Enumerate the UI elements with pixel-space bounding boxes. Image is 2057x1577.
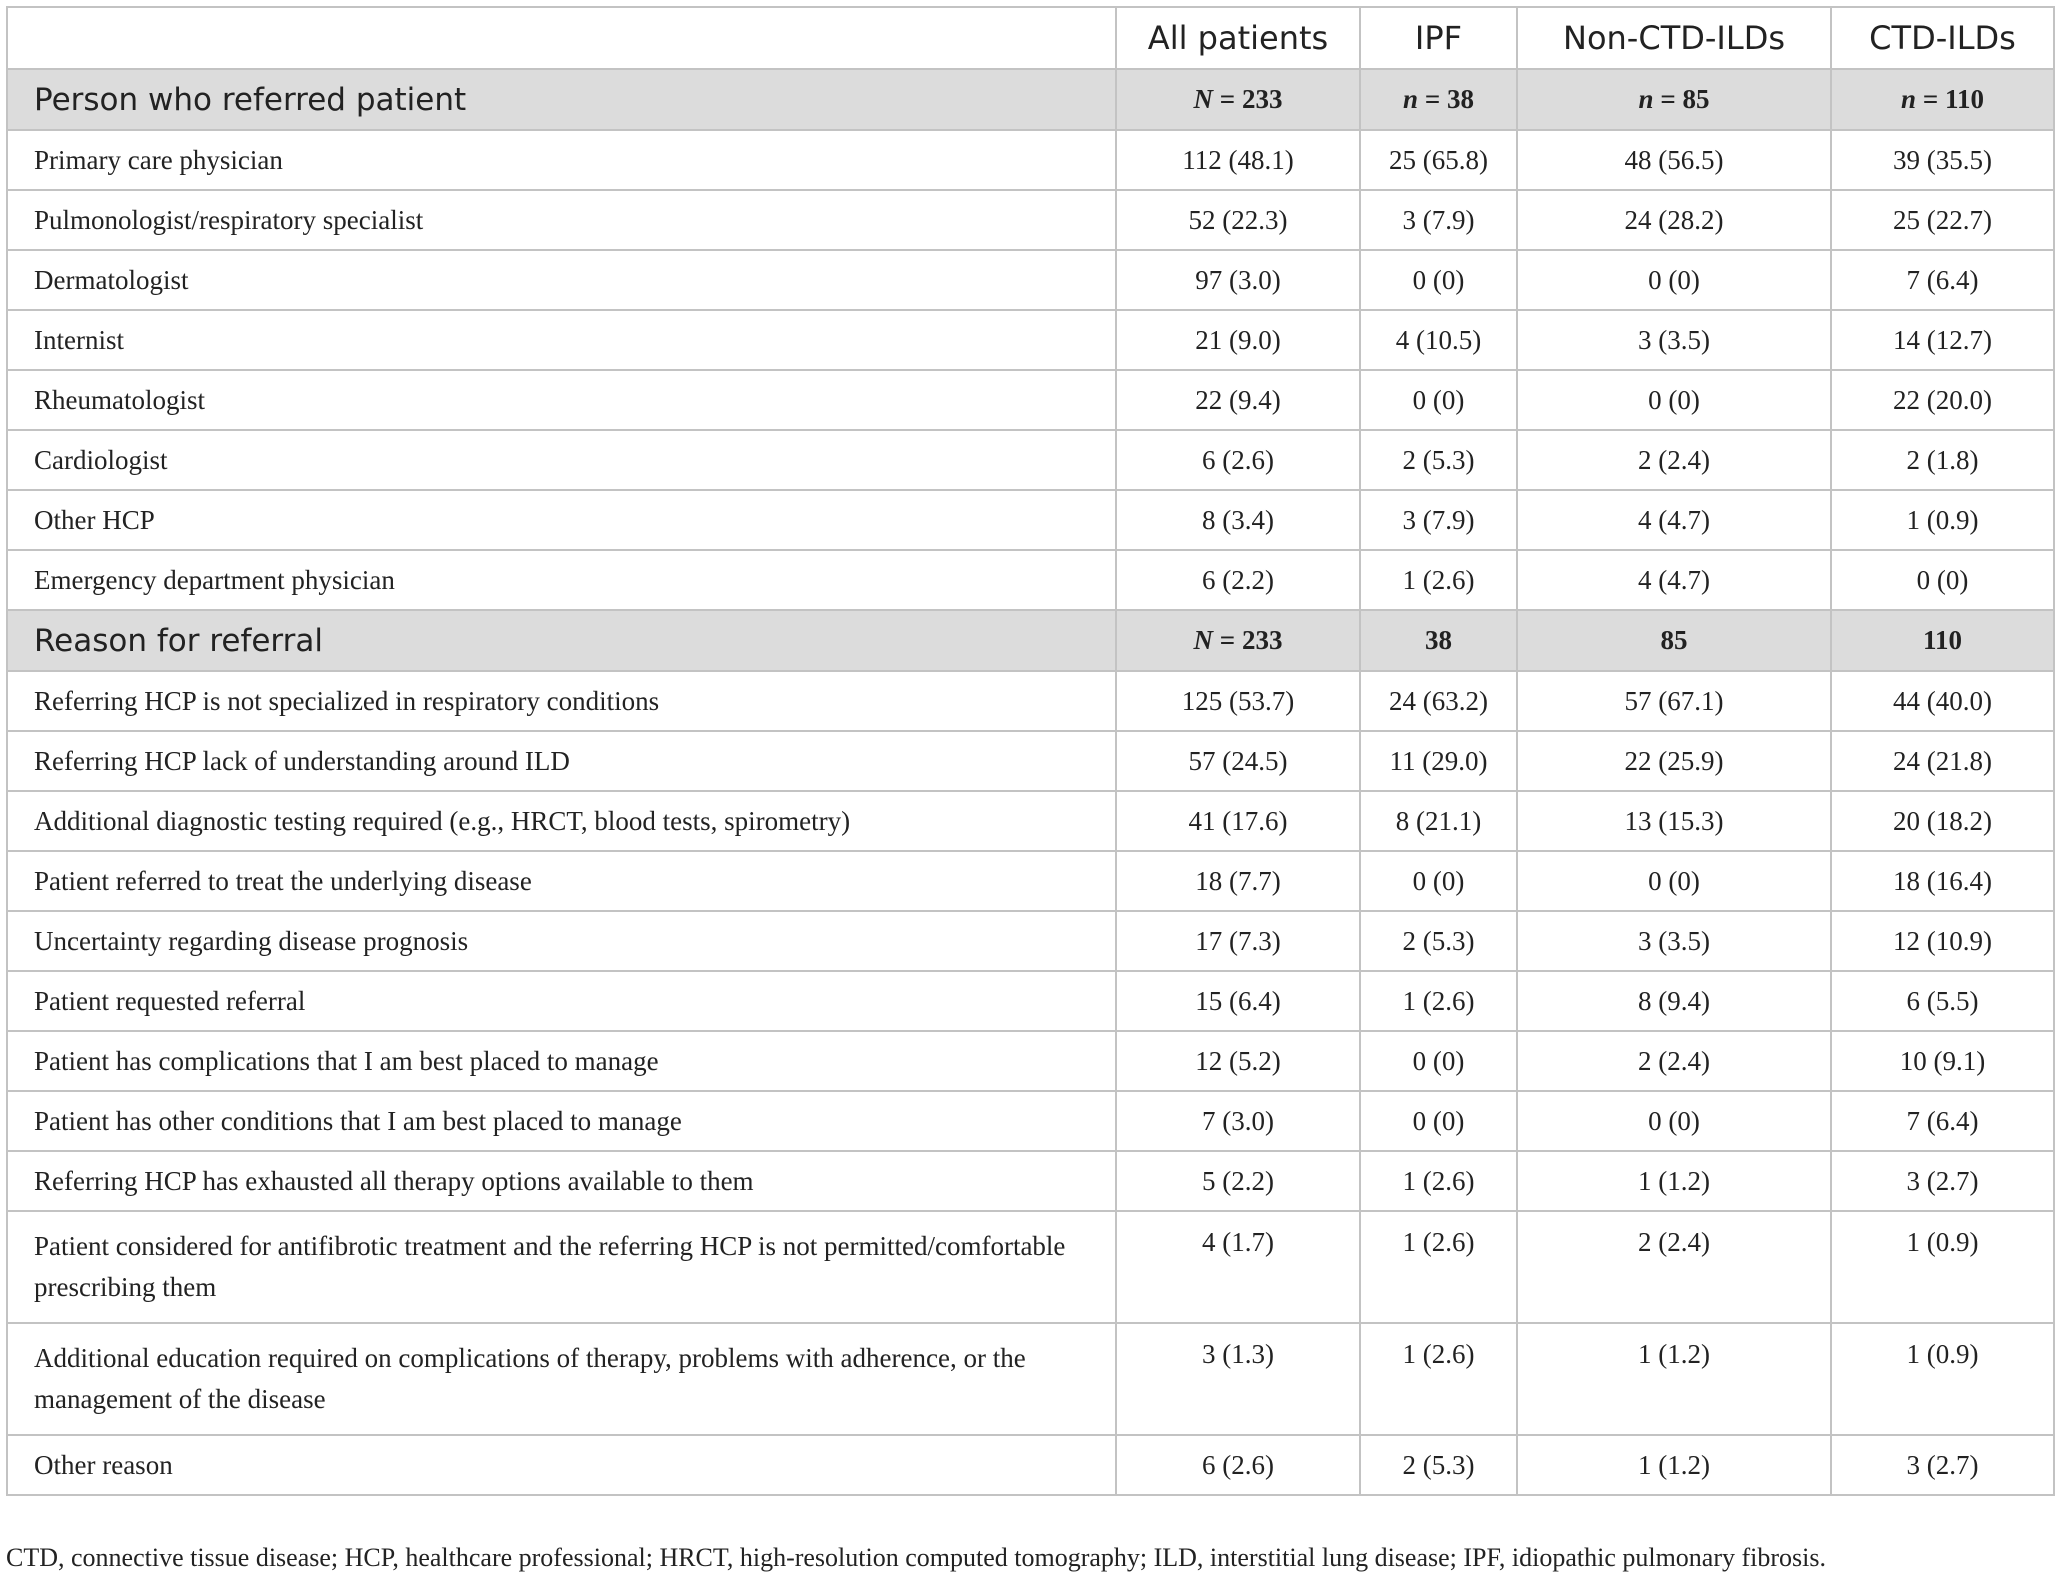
table-cell: 8 (9.4) <box>1517 971 1831 1031</box>
sample-size-prefix: n <box>1403 84 1419 114</box>
table-cell: 3 (2.7) <box>1831 1151 2054 1211</box>
table-cell: 2 (2.4) <box>1517 430 1831 490</box>
section-header-row <box>7 69 2054 130</box>
table-cell: 0 (0) <box>1517 250 1831 310</box>
table-cell: 20 (18.2) <box>1831 791 2054 851</box>
table-row <box>7 190 2054 250</box>
row-label: Primary care physician <box>7 130 1116 190</box>
table-cell: 12 (10.9) <box>1831 911 2054 971</box>
table-row <box>7 731 2054 791</box>
table-cell: 1 (1.2) <box>1517 1435 1831 1495</box>
row-label: Patient has complications that I am best placed to manage <box>7 1031 1116 1091</box>
table-cell: 21 (9.0) <box>1116 310 1360 370</box>
table-cell: 1 (0.9) <box>1831 490 2054 550</box>
row-label: Patient requested referral <box>7 971 1116 1031</box>
table-cell: 15 (6.4) <box>1116 971 1360 1031</box>
table-cell: 6 (2.6) <box>1116 430 1360 490</box>
table-body <box>7 69 2054 1495</box>
table-row <box>7 1323 2054 1435</box>
table-cell: 7 (6.4) <box>1831 250 2054 310</box>
table-cell: 1 (2.6) <box>1360 971 1517 1031</box>
table-cell: 7 (3.0) <box>1116 1091 1360 1151</box>
column-header: CTD-ILDs <box>1831 7 2054 69</box>
row-label: Uncertainty regarding disease prognosis <box>7 911 1116 971</box>
table-cell: 57 (24.5) <box>1116 731 1360 791</box>
row-label: Other HCP <box>7 490 1116 550</box>
table-row <box>7 130 2054 190</box>
section-header-row <box>7 610 2054 671</box>
table-cell: 0 (0) <box>1360 370 1517 430</box>
table-cell: 1 (2.6) <box>1360 1151 1517 1211</box>
table-cell: 1 (1.2) <box>1517 1323 1831 1435</box>
table-row <box>7 851 2054 911</box>
table-cell: 0 (0) <box>1517 1091 1831 1151</box>
table-header <box>7 7 2054 69</box>
row-label: Additional education required on complications of therapy, problems with adherence, or the management of the disease <box>7 1323 1116 1435</box>
table-cell: 1 (2.6) <box>1360 1211 1517 1323</box>
table-row <box>7 370 2054 430</box>
section-sample-size: N = 233 <box>1116 69 1360 130</box>
section-sample-size: n = 110 <box>1831 69 2054 130</box>
row-label: Referring HCP is not specialized in respiratory conditions <box>7 671 1116 731</box>
table-cell: 44 (40.0) <box>1831 671 2054 731</box>
table-cell: 57 (67.1) <box>1517 671 1831 731</box>
table-cell: 25 (65.8) <box>1360 130 1517 190</box>
table-cell: 1 (0.9) <box>1831 1323 2054 1435</box>
table-row <box>7 671 2054 731</box>
row-label: Internist <box>7 310 1116 370</box>
referral-table <box>6 6 2055 1496</box>
table-cell: 2 (5.3) <box>1360 1435 1517 1495</box>
table-row <box>7 911 2054 971</box>
row-label: Patient has other conditions that I am best placed to manage <box>7 1091 1116 1151</box>
table-cell: 2 (5.3) <box>1360 430 1517 490</box>
row-label: Emergency department physician <box>7 550 1116 610</box>
table-cell: 11 (29.0) <box>1360 731 1517 791</box>
row-label: Pulmonologist/respiratory specialist <box>7 190 1116 250</box>
table-cell: 6 (5.5) <box>1831 971 2054 1031</box>
table-cell: 24 (28.2) <box>1517 190 1831 250</box>
table-cell: 3 (3.5) <box>1517 911 1831 971</box>
table-cell: 13 (15.3) <box>1517 791 1831 851</box>
sample-size-prefix: n <box>1901 84 1917 114</box>
table-cell: 4 (4.7) <box>1517 490 1831 550</box>
table-cell: 24 (21.8) <box>1831 731 2054 791</box>
table-cell: 12 (5.2) <box>1116 1031 1360 1091</box>
table-cell: 2 (2.4) <box>1517 1211 1831 1323</box>
table-cell: 5 (2.2) <box>1116 1151 1360 1211</box>
sample-size-value: 85 <box>1660 625 1688 655</box>
row-label: Dermatologist <box>7 250 1116 310</box>
table-cell: 3 (3.5) <box>1517 310 1831 370</box>
table-cell: 18 (7.7) <box>1116 851 1360 911</box>
table-cell: 8 (3.4) <box>1116 490 1360 550</box>
table-cell: 0 (0) <box>1360 1091 1517 1151</box>
section-sample-size <box>1517 610 1831 671</box>
table-cell: 0 (0) <box>1517 370 1831 430</box>
table-cell: 39 (35.5) <box>1831 130 2054 190</box>
table-cell: 4 (4.7) <box>1517 550 1831 610</box>
table-row <box>7 490 2054 550</box>
row-label: Other reason <box>7 1435 1116 1495</box>
header-row <box>7 7 2054 69</box>
table-container <box>6 6 2053 1496</box>
table-cell: 97 (3.0) <box>1116 250 1360 310</box>
table-row <box>7 550 2054 610</box>
table-row <box>7 791 2054 851</box>
table-cell: 1 (1.2) <box>1517 1151 1831 1211</box>
table-cell: 18 (16.4) <box>1831 851 2054 911</box>
section-sample-size: N = 233 <box>1116 610 1360 671</box>
table-cell: 24 (63.2) <box>1360 671 1517 731</box>
section-title: Person who referred patient <box>7 69 1116 130</box>
table-cell: 7 (6.4) <box>1831 1091 2054 1151</box>
table-cell: 48 (56.5) <box>1517 130 1831 190</box>
table-cell: 8 (21.1) <box>1360 791 1517 851</box>
table-cell: 0 (0) <box>1360 250 1517 310</box>
column-header: IPF <box>1360 7 1517 69</box>
table-row <box>7 1211 2054 1323</box>
table-cell: 52 (22.3) <box>1116 190 1360 250</box>
sample-size-prefix: N <box>1193 84 1214 114</box>
row-label: Cardiologist <box>7 430 1116 490</box>
table-row <box>7 250 2054 310</box>
table-cell: 22 (25.9) <box>1517 731 1831 791</box>
sample-size-value: 233 <box>1241 625 1283 655</box>
table-cell: 3 (2.7) <box>1831 1435 2054 1495</box>
table-row <box>7 1031 2054 1091</box>
table-row <box>7 1091 2054 1151</box>
row-label: Patient considered for antifibrotic treatment and the referring HCP is not permitted/comfortable prescribing them <box>7 1211 1116 1323</box>
sample-size-value: 38 <box>1446 84 1474 114</box>
table-cell: 2 (2.4) <box>1517 1031 1831 1091</box>
table-row <box>7 1435 2054 1495</box>
table-cell: 4 (10.5) <box>1360 310 1517 370</box>
section-sample-size: n = 38 <box>1360 69 1517 130</box>
table-cell: 25 (22.7) <box>1831 190 2054 250</box>
sample-size-prefix: n <box>1638 84 1654 114</box>
table-cell: 3 (7.9) <box>1360 490 1517 550</box>
sample-size-value: 38 <box>1425 625 1452 655</box>
column-header: All patients <box>1116 7 1360 69</box>
row-label: Referring HCP lack of understanding around ILD <box>7 731 1116 791</box>
table-cell: 6 (2.6) <box>1116 1435 1360 1495</box>
table-row <box>7 430 2054 490</box>
table-cell: 10 (9.1) <box>1831 1031 2054 1091</box>
section-sample-size <box>1360 610 1517 671</box>
table-cell: 41 (17.6) <box>1116 791 1360 851</box>
table-cell: 1 (2.6) <box>1360 1323 1517 1435</box>
table-cell: 125 (53.7) <box>1116 671 1360 731</box>
column-header: Non-CTD-ILDs <box>1517 7 1831 69</box>
table-cell: 2 (1.8) <box>1831 430 2054 490</box>
table-cell: 14 (12.7) <box>1831 310 2054 370</box>
table-cell: 0 (0) <box>1360 1031 1517 1091</box>
table-cell: 22 (20.0) <box>1831 370 2054 430</box>
table-cell: 3 (1.3) <box>1116 1323 1360 1435</box>
table-cell: 0 (0) <box>1517 851 1831 911</box>
section-title: Reason for referral <box>7 610 1116 671</box>
section-sample-size: n = 85 <box>1517 69 1831 130</box>
table-cell: 2 (5.3) <box>1360 911 1517 971</box>
sample-size-prefix: N <box>1193 625 1214 655</box>
section-sample-size <box>1831 610 2054 671</box>
sample-size-value: 110 <box>1944 84 1984 114</box>
table-cell: 3 (7.9) <box>1360 190 1517 250</box>
row-label: Referring HCP has exhausted all therapy options available to them <box>7 1151 1116 1211</box>
table-row <box>7 971 2054 1031</box>
table-row <box>7 310 2054 370</box>
sample-size-value: 85 <box>1682 84 1710 114</box>
table-cell: 6 (2.2) <box>1116 550 1360 610</box>
table-cell: 1 (2.6) <box>1360 550 1517 610</box>
sample-size-value: 233 <box>1241 84 1283 114</box>
table-cell: 4 (1.7) <box>1116 1211 1360 1323</box>
sample-size-value: 110 <box>1922 625 1962 655</box>
row-label: Additional diagnostic testing required (e.g., HRCT, blood tests, spirometry) <box>7 791 1116 851</box>
table-cell: 17 (7.3) <box>1116 911 1360 971</box>
row-label: Rheumatologist <box>7 370 1116 430</box>
row-label: Patient referred to treat the underlying disease <box>7 851 1116 911</box>
header-corner-cell <box>7 7 1116 69</box>
table-cell: 1 (0.9) <box>1831 1211 2054 1323</box>
table-cell: 0 (0) <box>1831 550 2054 610</box>
table-footnote: CTD, connective tissue disease; HCP, healthcare professional; HRCT, high-resolution computed tomography; ILD, interstitial lung disease; IPF, idiopathic pulmonary fibrosis. <box>6 1543 1826 1572</box>
table-cell: 0 (0) <box>1360 851 1517 911</box>
table-cell: 22 (9.4) <box>1116 370 1360 430</box>
table-cell: 112 (48.1) <box>1116 130 1360 190</box>
table-row <box>7 1151 2054 1211</box>
